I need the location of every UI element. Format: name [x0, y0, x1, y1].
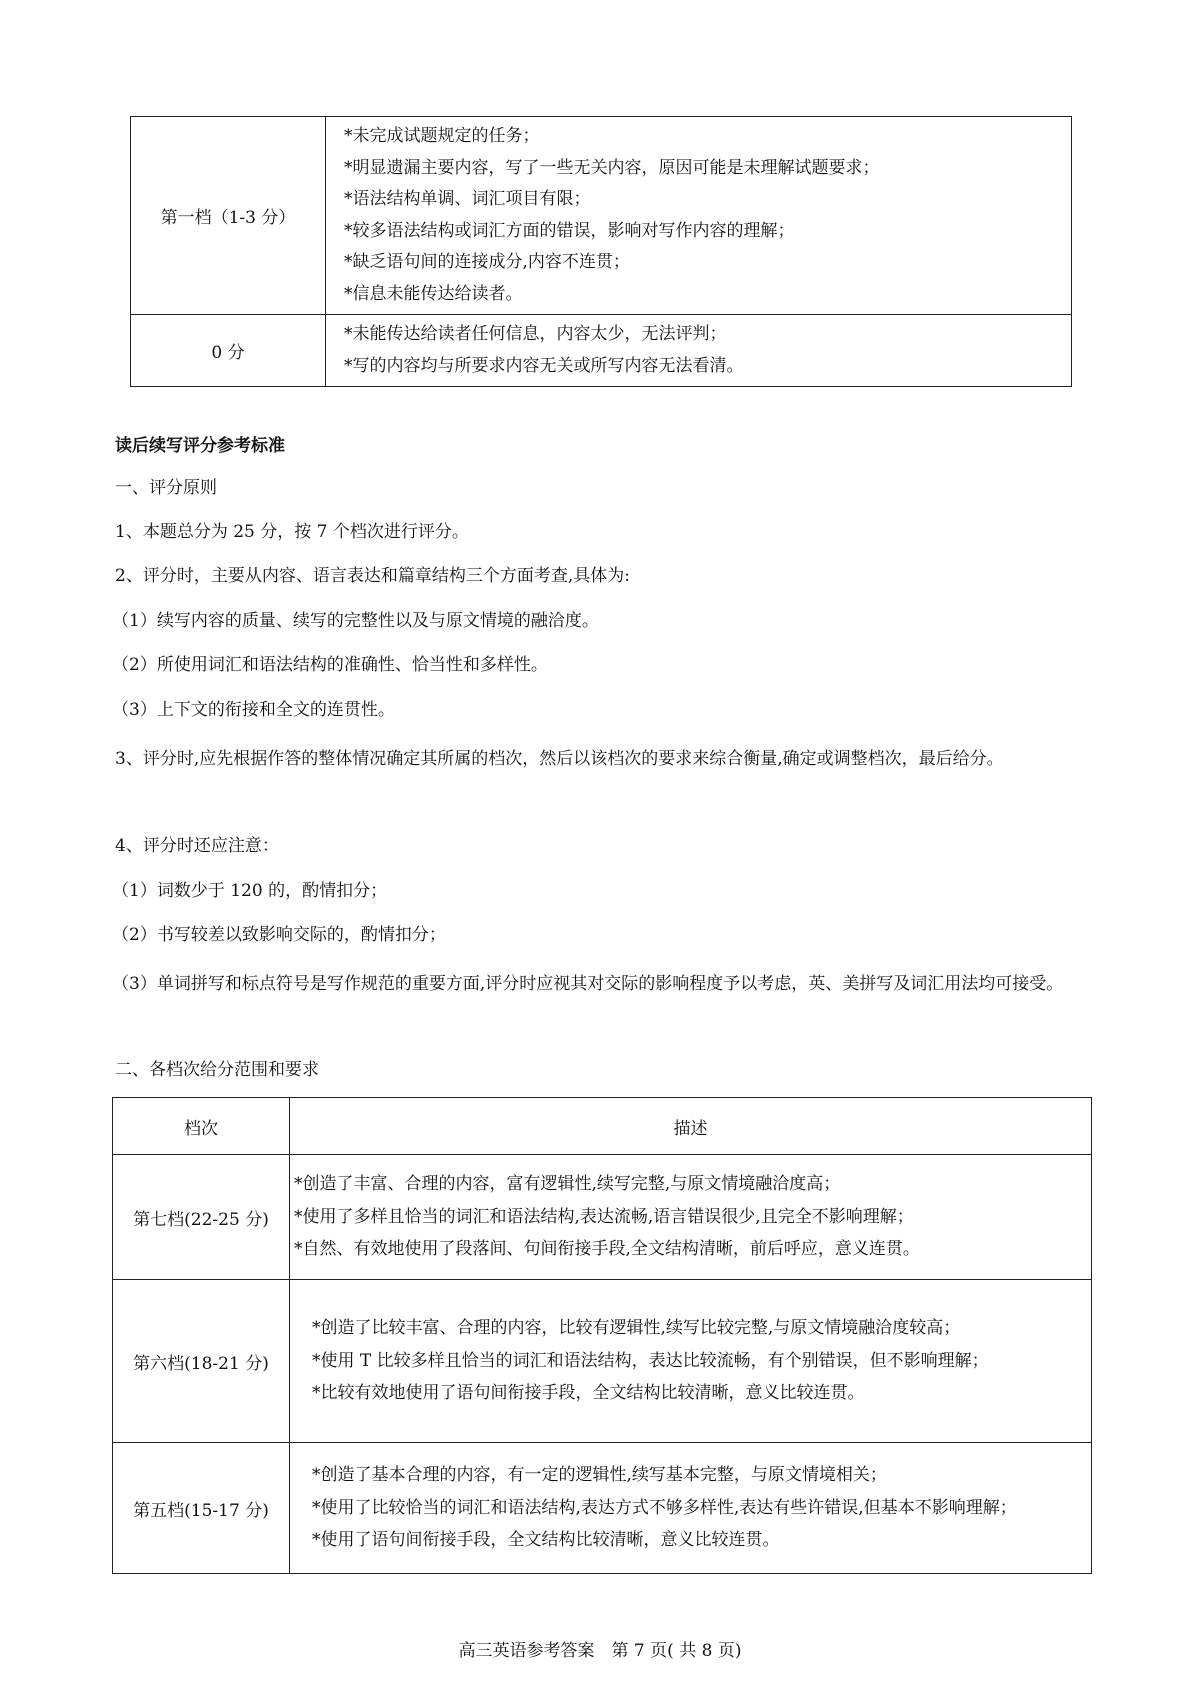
criterion: *语法结构单调、词汇项目有限； — [344, 189, 591, 209]
section-title: 读后续写评分参考标准 — [115, 436, 285, 456]
description-cell — [290, 1443, 1092, 1574]
column-header: 档次 — [113, 1098, 290, 1155]
criterion: *未能传达给读者任何信息，内容太少，无法评判； — [344, 324, 727, 344]
table-row — [131, 117, 1072, 315]
table-row — [113, 1280, 1092, 1443]
criterion: *创造了基本合理的内容，有一定的逻辑性,续写基本完整，与原文情境相关； — [312, 1465, 887, 1486]
table-header-row — [113, 1098, 1092, 1155]
paragraph: （2）所使用词汇和语法结构的准确性、恰当性和多样性。 — [112, 655, 548, 675]
level-cell: 第六档(18-21 分) — [113, 1280, 290, 1443]
table-row — [113, 1155, 1092, 1280]
paragraph: 4、评分时还应注意： — [115, 836, 279, 856]
paragraph: 二、各档次给分范围和要求 — [115, 1060, 319, 1080]
description-cell — [290, 1155, 1092, 1280]
table-row — [113, 1443, 1092, 1574]
criterion: *使用了比较恰当的词汇和语法结构,表达方式不够多样性,表达有些许错误,但基本不影响理解； — [312, 1497, 1017, 1518]
paragraph: （1）词数少于 120 的，酌情扣分； — [112, 881, 388, 901]
description-cell — [326, 315, 1072, 387]
criterion: *创造了丰富、合理的内容，富有逻辑性,续写完整,与原文情境融洽度高； — [294, 1174, 841, 1195]
criterion: *比较有效地使用了语句间衔接手段，全文结构比较清晰，意义比较连贯。 — [312, 1383, 865, 1404]
paragraph: （3）单词拼写和标点符号是写作规范的重要方面,评分时应视其对交际的影响程度予以考虑，英、美拼写及词汇用法均可接受。 — [112, 974, 1064, 994]
criterion: *使用 T 比较多样且恰当的词汇和语法结构，表达比较流畅，有个别错误，但不影响理解； — [312, 1350, 989, 1371]
paragraph: 2、评分时，主要从内容、语言表达和篇章结构三个方面考查,具体为: — [115, 566, 630, 586]
description-cell — [290, 1280, 1092, 1443]
criterion: *缺乏语句间的连接成分,内容不连贯； — [344, 252, 630, 272]
criterion: *使用了多样且恰当的词汇和语法结构,表达流畅,语言错误很少,且完全不影响理解； — [294, 1206, 914, 1227]
paragraph: （1）续写内容的质量、续写的完整性以及与原文情境的融洽度。 — [112, 611, 599, 631]
level-cell: 第五档(15-17 分) — [113, 1443, 290, 1574]
criterion: *使用了语句间衔接手段，全文结构比较清晰，意义比较连贯。 — [312, 1530, 780, 1551]
paragraph: 一、评分原则 — [115, 478, 217, 498]
scoring-table-top — [130, 116, 1072, 387]
criterion: *明显遗漏主要内容，写了一些无关内容，原因可能是未理解试题要求； — [344, 157, 880, 178]
level-cell: 第一档（1-3 分） — [131, 117, 326, 315]
criterion: *较多语法结构或词汇方面的错误，影响对写作内容的理解； — [344, 220, 795, 241]
page-footer: 高三英语参考答案 第 7 页( 共 8 页) — [458, 1641, 742, 1661]
level-cell: 0 分 — [131, 315, 326, 387]
criterion: *自然、有效地使用了段落间、句间衔接手段,全文结构清晰，前后呼应，意义连贯。 — [294, 1239, 920, 1260]
level-cell: 第七档(22-25 分) — [113, 1155, 290, 1280]
table-row — [131, 315, 1072, 387]
criterion: *未完成试题规定的任务； — [344, 126, 540, 146]
criterion: *写的内容均与所要求内容无关或所写内容无法看清。 — [344, 355, 744, 376]
paragraph: 3、评分时,应先根据作答的整体情况确定其所属的档次，然后以该档次的要求来综合衡量,确定或调整档次，最后给分。 — [115, 749, 1004, 769]
description-cell — [326, 117, 1072, 315]
paragraph: 1、本题总分为 25 分，按 7 个档次进行评分。 — [115, 522, 469, 542]
criterion: *创造了比较丰富、合理的内容，比较有逻辑性,续写比较完整,与原文情境融洽度较高； — [312, 1318, 961, 1339]
paragraph: （2）书写较差以致影响交际的，酌情扣分； — [112, 925, 446, 945]
column-header: 描述 — [290, 1098, 1092, 1155]
criterion: *信息未能传达给读者。 — [344, 283, 523, 304]
paragraph: （3）上下文的衔接和全文的连贯性。 — [112, 700, 395, 720]
scoring-table-bottom — [112, 1097, 1092, 1574]
